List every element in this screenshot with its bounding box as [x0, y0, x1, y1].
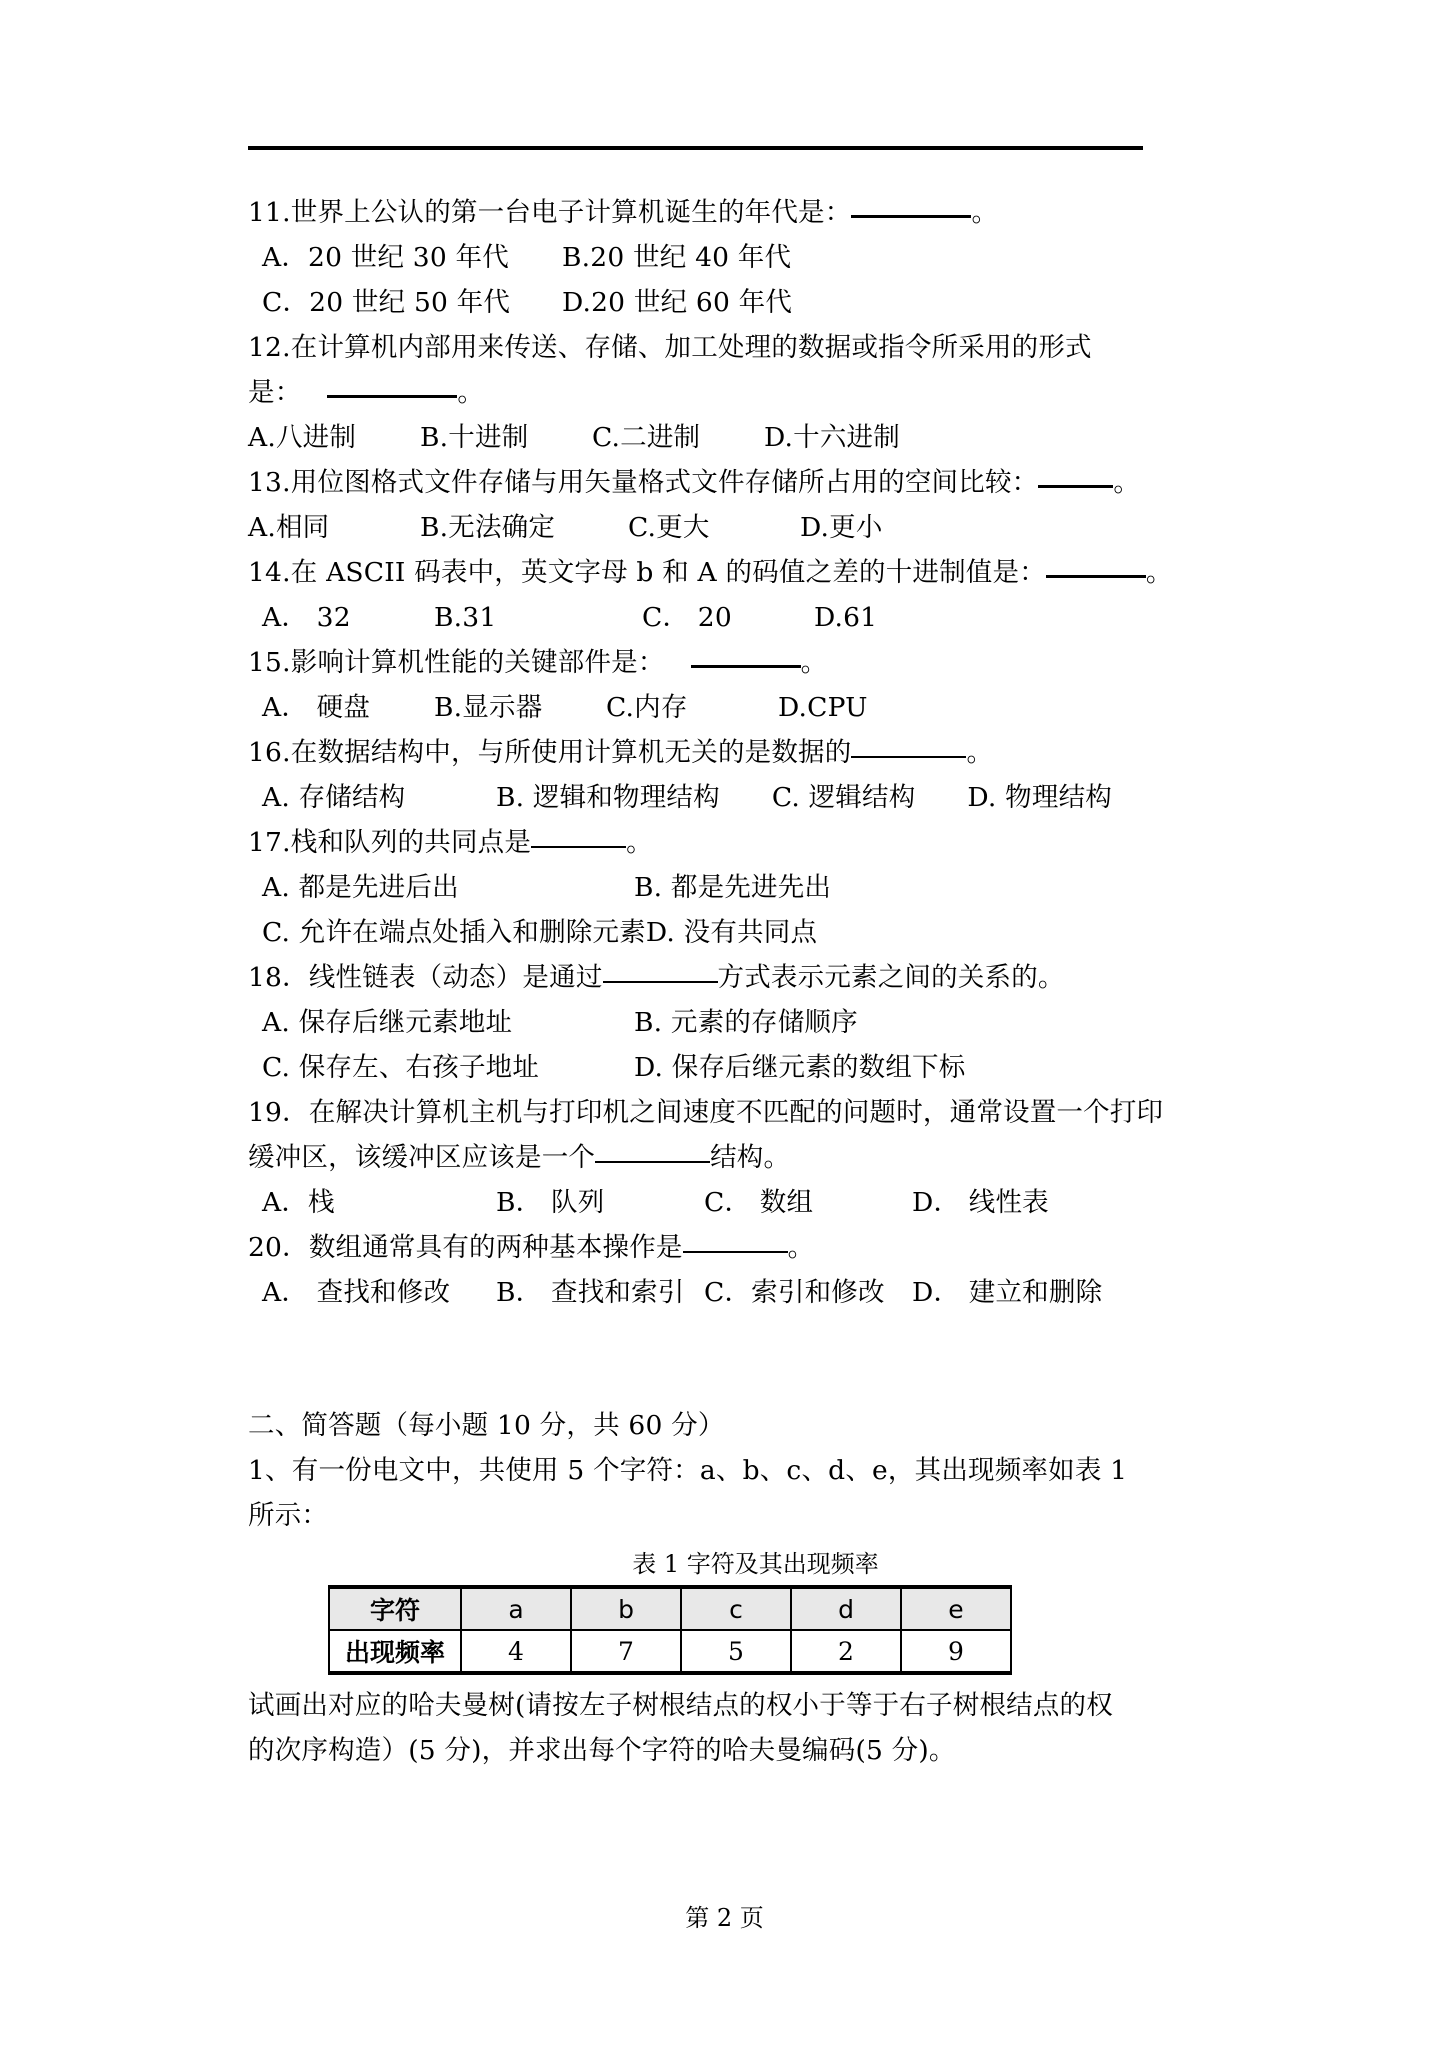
question-19-stem-line-2	[248, 1135, 1208, 1180]
section-spacer-2	[248, 1359, 1208, 1403]
question-13-blank[interactable]	[1038, 485, 1113, 488]
question-11-options-row-2	[248, 280, 1208, 325]
table-cell-freq-e: 9	[901, 1630, 1011, 1673]
question-14-blank[interactable]	[1046, 575, 1146, 578]
section-2-question-1-line-1: 1、有一份电文中，共使用 5 个字符：a、b、c、d、e，其出现频率如表 1	[248, 1455, 1128, 1486]
question-20-options-row-1	[248, 1270, 1208, 1315]
question-15-stem	[248, 640, 1208, 685]
option-c[interactable]: C. 保存左、右孩子地址	[262, 1052, 540, 1083]
question-15-number: 15.	[248, 647, 291, 678]
option-a[interactable]: A. 都是先进后出	[262, 872, 459, 903]
option-c[interactable]: C．20 世纪 50 年代	[262, 287, 511, 318]
question-13-stem-text: 用位图格式文件存储与用矢量格式文件存储所占用的空间比较：	[290, 467, 1039, 498]
question-18-number: 18．	[248, 962, 309, 993]
question-15-options-row-1	[248, 685, 1208, 730]
question-14-options-row-1	[248, 595, 1208, 640]
question-20-blank[interactable]	[683, 1251, 788, 1253]
question-17-options-row-1	[248, 865, 1208, 910]
section-2-question-1-line-2: 所示：	[248, 1500, 329, 1531]
option-b[interactable]: B． 查找和索引	[496, 1277, 685, 1308]
question-17-stem-text: 栈和队列的共同点是	[290, 827, 532, 858]
option-a[interactable]: A．栈	[262, 1187, 335, 1218]
table-cell-char-e: e	[901, 1587, 1011, 1630]
option-d[interactable]: D． 建立和删除	[912, 1277, 1103, 1308]
option-a[interactable]: A.八进制	[248, 422, 357, 453]
question-16-options-row-1	[248, 775, 1208, 820]
question-17-stem-end: 。	[626, 827, 653, 858]
option-d[interactable]: D.更小	[800, 512, 883, 543]
question-18-stem	[248, 955, 1208, 1000]
section-2-heading: 二、简答题（每小题 10 分，共 60 分）	[248, 1410, 725, 1441]
option-b[interactable]: B. 逻辑和物理结构	[496, 782, 720, 813]
question-18-blank[interactable]	[603, 981, 718, 983]
table-row	[329, 1630, 1011, 1673]
option-a[interactable]: A. 存储结构	[262, 782, 406, 813]
question-19-stem-text: 在解决计算机主机与打印机之间速度不匹配的问题时，通常设置一个打印	[308, 1097, 1164, 1128]
table-cell-freq-b: 7	[571, 1630, 681, 1673]
question-11-options-row-1	[248, 235, 1208, 280]
question-15-stem-text: 影响计算机性能的关键部件是：	[290, 647, 665, 678]
question-14-stem-text: 在 ASCII 码表中，英文字母 b 和 A 的码值之差的十进制值是：	[290, 557, 1046, 588]
question-11-stem-text: 世界上公认的第一台电子计算机诞生的年代是：	[290, 197, 852, 228]
question-16-stem-text: 在数据结构中，与所使用计算机无关的是数据的	[290, 737, 852, 768]
question-15-stem-end: 。	[800, 647, 828, 678]
question-14-number: 14.	[248, 557, 291, 588]
table-cell-char-d: d	[791, 1587, 901, 1630]
question-16-number: 16.	[248, 737, 291, 768]
option-b[interactable]: B.31	[434, 602, 497, 633]
question-19-blank[interactable]	[595, 1161, 710, 1163]
option-c[interactable]: C. 允许在端点处插入和删除元素	[262, 917, 646, 948]
question-16-blank[interactable]	[851, 756, 966, 758]
option-d[interactable]: D. 保存后继元素的数组下标	[634, 1052, 966, 1083]
question-11-blank[interactable]	[851, 215, 971, 218]
question-14-stem-end: 。	[1145, 557, 1173, 588]
question-12-number: 12.	[248, 332, 291, 363]
option-a[interactable]: A． 查找和修改	[262, 1277, 451, 1308]
question-18-options-row-2	[248, 1045, 1208, 1090]
option-c[interactable]: C.二进制	[592, 422, 701, 453]
question-16-stem-end: 。	[966, 737, 994, 768]
table-cell-freq-a: 4	[461, 1630, 571, 1673]
question-18-stem-end: 方式表示元素之间的关系的。	[717, 962, 1065, 993]
option-b[interactable]: B. 元素的存储顺序	[634, 1007, 858, 1038]
option-c[interactable]: C． 数组	[704, 1187, 814, 1218]
question-13-stem	[248, 460, 1208, 505]
question-12-stem-line-2	[248, 370, 1208, 415]
section-spacer	[248, 1315, 1208, 1359]
option-d[interactable]: D. 物理结构	[967, 782, 1112, 813]
question-17-options-row-2	[248, 910, 1208, 955]
section-2-tail-line-2: 的次序构造）(5 分)，并求出每个字符的哈夫曼编码(5 分)。	[248, 1735, 956, 1766]
question-15-blank[interactable]	[691, 665, 801, 668]
question-13-stem-end: 。	[1113, 467, 1141, 498]
question-16-stem	[248, 730, 1208, 775]
section-2-tail-line-1: 试画出对应的哈夫曼树(请按左子树根结点的权小于等于右子树根结点的权	[248, 1690, 1113, 1721]
option-b[interactable]: B. 都是先进先出	[634, 872, 832, 903]
question-12-stem-text: 在计算机内部用来传送、存储、加工处理的数据或指令所采用的形式	[290, 332, 1092, 363]
question-12-blank[interactable]	[327, 395, 457, 398]
frequency-table	[328, 1585, 1012, 1675]
question-17-stem	[248, 820, 1208, 865]
question-19-options-row-1	[248, 1180, 1208, 1225]
option-d[interactable]: D.20 世纪 60 年代	[562, 287, 793, 318]
question-20-stem-text: 数组通常具有的两种基本操作是	[308, 1232, 683, 1263]
table-caption: 表 1 字符及其出现频率	[632, 1550, 879, 1578]
option-d[interactable]: D． 线性表	[912, 1187, 1049, 1218]
question-11-stem-end: 。	[971, 197, 999, 228]
question-20-stem	[248, 1225, 1208, 1270]
question-body	[248, 190, 1208, 1773]
option-b[interactable]: B.无法确定	[420, 512, 556, 543]
option-a[interactable]: A.相同	[248, 512, 330, 543]
question-17-number: 17.	[248, 827, 291, 858]
question-20-stem-end: 。	[787, 1232, 815, 1263]
option-c[interactable]: C. 逻辑结构	[771, 782, 916, 813]
question-19-stem-text-2: 缓冲区，该缓冲区应该是一个	[248, 1142, 596, 1173]
option-a[interactable]: A．20 世纪 30 年代	[262, 242, 509, 273]
page-footer: 第 2 页	[685, 1904, 764, 1932]
option-a[interactable]: A． 硬盘	[262, 692, 371, 723]
option-d[interactable]: D.CPU	[778, 692, 868, 723]
question-12-stem-line-1	[248, 325, 1208, 370]
question-14-stem	[248, 550, 1208, 595]
table-cell-char-a: a	[461, 1587, 571, 1630]
question-13-options-row-1	[248, 505, 1208, 550]
question-19-number: 19．	[248, 1097, 309, 1128]
table-row	[329, 1587, 1011, 1630]
question-12-stem-end: 。	[457, 377, 485, 408]
question-17-blank[interactable]	[531, 846, 626, 848]
option-c[interactable]: C.更大	[628, 512, 710, 543]
option-d[interactable]: D. 没有共同点	[645, 917, 818, 948]
option-d[interactable]: D.十六进制	[764, 422, 900, 453]
option-c[interactable]: C．索引和修改	[704, 1277, 885, 1308]
question-12-stem-text-2: 是：	[248, 377, 302, 408]
table-cell-char-b: b	[571, 1587, 681, 1630]
question-20-number: 20．	[248, 1232, 309, 1263]
question-11-stem	[248, 190, 1208, 235]
table-cell-freq-d: 2	[791, 1630, 901, 1673]
option-b[interactable]: B.十进制	[420, 422, 529, 453]
question-11-number: 11.	[248, 197, 291, 228]
option-a[interactable]: A． 32	[262, 602, 351, 633]
option-b[interactable]: B.20 世纪 40 年代	[562, 242, 792, 273]
option-a[interactable]: A. 保存后继元素地址	[262, 1007, 513, 1038]
question-12-options-row-1	[248, 415, 1208, 460]
option-b[interactable]: B． 队列	[496, 1187, 605, 1218]
question-18-options-row-1	[248, 1000, 1208, 1045]
question-19-stem-end: 结构。	[710, 1142, 791, 1173]
table-cell-char-c: c	[681, 1587, 791, 1630]
table-row-label-frequency: 出现频率	[329, 1630, 461, 1673]
question-18-stem-text: 线性链表（动态）是通过	[308, 962, 603, 993]
option-c[interactable]: C． 20	[642, 602, 732, 633]
question-19-stem-line-1	[248, 1090, 1208, 1135]
table-header-label: 字符	[329, 1587, 461, 1630]
option-c[interactable]: C.内存	[606, 692, 688, 723]
table-cell-freq-c: 5	[681, 1630, 791, 1673]
option-d[interactable]: D.61	[814, 602, 878, 633]
header-rule	[248, 146, 1143, 150]
question-13-number: 13.	[248, 467, 291, 498]
option-b[interactable]: B.显示器	[434, 692, 543, 723]
